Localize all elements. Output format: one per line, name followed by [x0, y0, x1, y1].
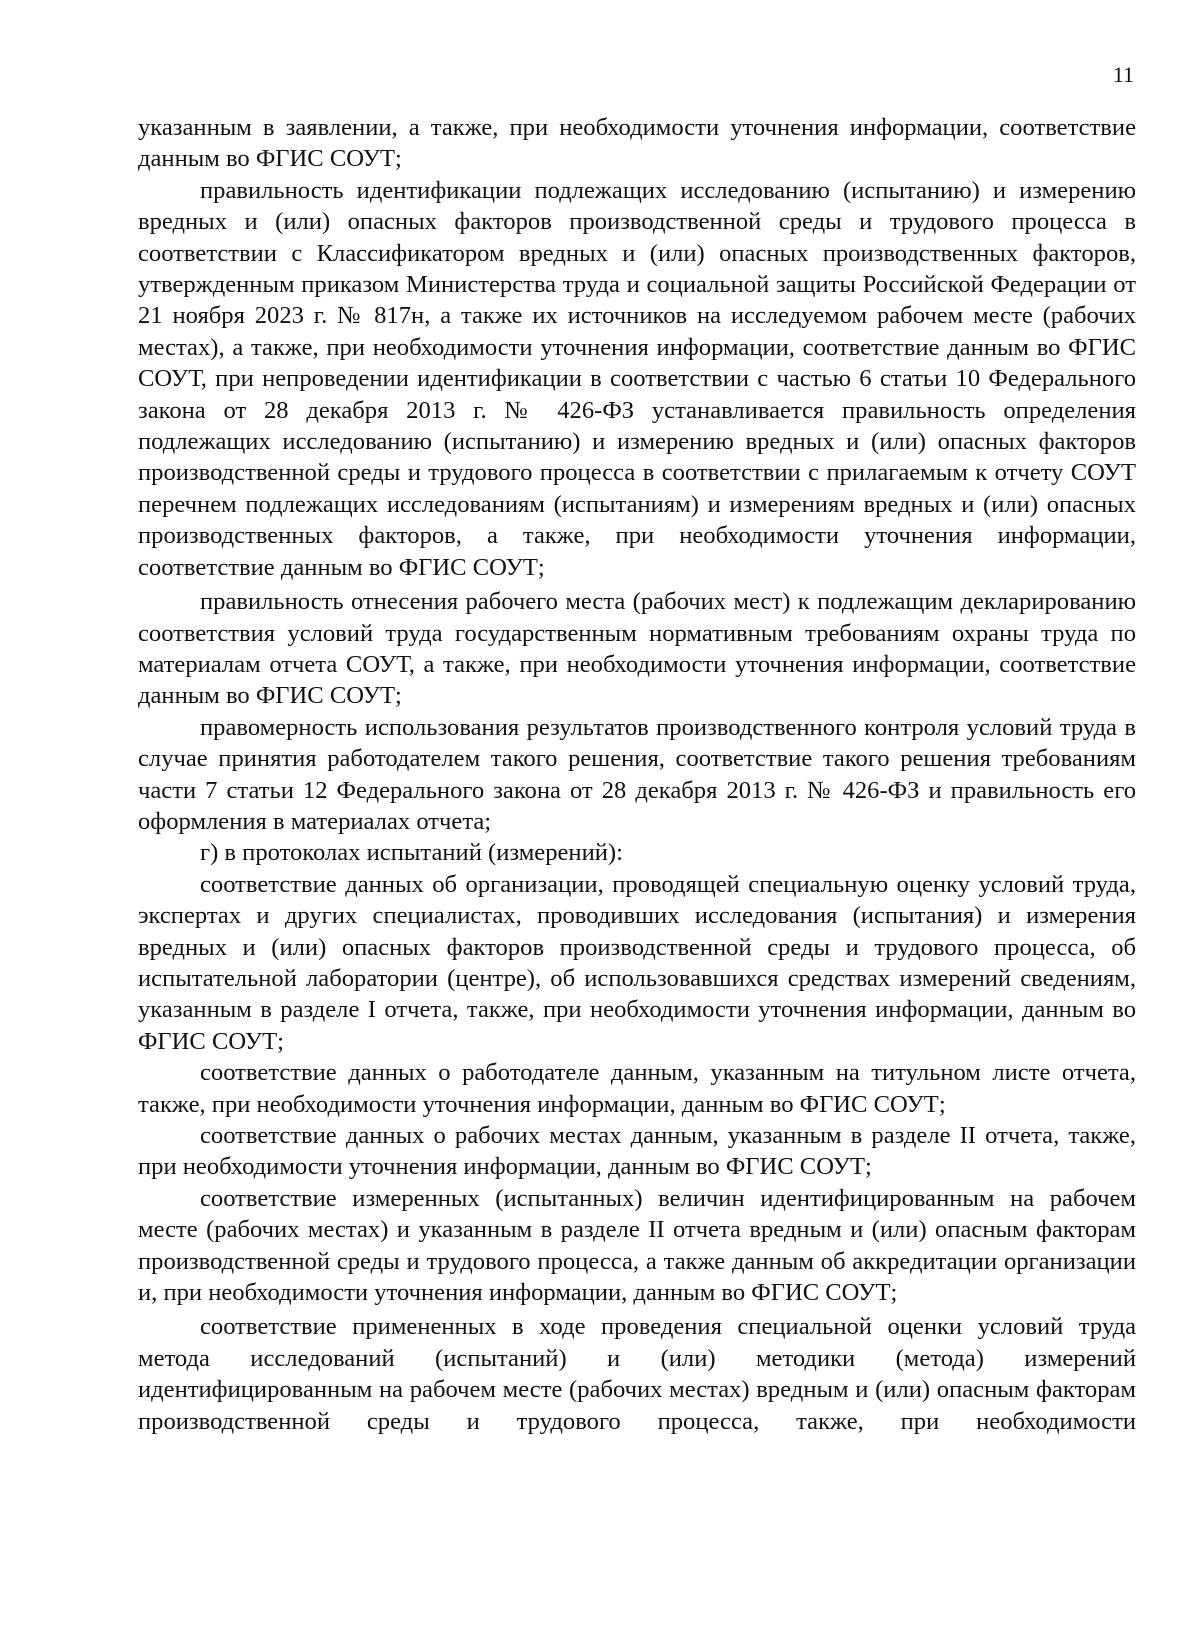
paragraph-measured-values: соответствие измеренных (испытанных) величин идентифицированным на рабочем месте (рабочих местах) и указанным в разделе II отчета вредным и (или) опасным факторам производственной среды и трудового процесса, а также данным об аккредитации организации и, при необходимости уточнения информации, данным во ФГИС СОУТ;	[138, 1184, 1136, 1307]
paragraph-organization-data: соответствие данных об организации, проводящей специальную оценку условий труда, экспертах и других специалистах, проводивших исследования (испытания) и измерения вредных и (или) опасных факторов производственной среды и трудового процесса, об испытательной лаборатории (центре), об использовавшихся средствах измерений сведениям, указанным в разделе I отчета, также, при необходимости уточнения информации, данным во ФГИС СОУТ;	[138, 870, 1136, 1055]
paragraph-continuation: указанным в заявлении, а также, при необходимости уточнения информации, соответствие данным во ФГИС СОУТ;	[138, 114, 1136, 173]
paragraph-item-g-heading: г) в протоколах испытаний (измерений):	[200, 839, 623, 867]
paragraph-workplace-data: соответствие данных о рабочих местах данным, указанным в разделе II отчета, также, при необходимости уточнения информации, данным во ФГИС СОУТ;	[138, 1122, 1136, 1181]
paragraph-declaration-correctness: правильность отнесения рабочего места (рабочих мест) к подлежащим декларированию соответствия условий труда государственным нормативным требованиям охраны труда по материалам отчета СОУТ, а также, при необходимости уточнения информации, соответствие данным во ФГИС СОУТ;	[138, 588, 1136, 710]
paragraph-identification-correctness: правильность идентификации подлежащих исследованию (испытанию) и измерению вредных и (или) опасных факторов производственной среды и трудового процесса в соответствии с Классификатором вредных и (или) опасных производственных факторов, утвержденным приказом Министерства труда и социальной защиты Российской Федерации от 21 ноября 2023 г. № 817н, а также их источников на исследуемом рабочем месте (рабочих местах), а также, при необходимости уточнения информации, соответствие данным во ФГИС СОУТ, при непроведении идентификации в соответствии с частью 6 статьи 10 Федерального закона от 28 декабря 2013 г. № 426-ФЗ устанавливается правильность определения подлежащих исследованию (испытанию) и измерению вредных и (или) опасных факторов производственной среды и трудового процесса в соответствии с прилагаемым к отчету СОУТ перечнем подлежащих исследованиям (испытаниям) и измерениям вредных и (или) опасных производственных факторов, а также, при необходимости уточнения информации, соответствие данным во ФГИС СОУТ;	[138, 176, 1136, 581]
paragraph-employer-data: соответствие данных о работодателе данным, указанным на титульном листе отчета, также, при необходимости уточнения информации, данным во ФГИС СОУТ;	[138, 1059, 1136, 1118]
document-body	[138, 112, 1136, 1437]
page-number: 11	[1112, 62, 1134, 87]
paragraph-production-control: правомерность использования результатов производственного контроля условий труда в случае принятия работодателем такого решения, соответствие такого решения требованиям части 7 статьи 12 Федерального закона от 28 декабря 2013 г. № 426-ФЗ и правильность его оформления в материалах отчета;	[138, 713, 1136, 835]
paragraph-methods-applied: соответствие примененных в ходе проведения специальной оценки условий труда метода исследований (испытаний) и (или) методики (метода) измерений идентифицированным на рабочем месте (рабочих местах) вредным и (или) опасным факторам производственной среды и трудового процесса, также, при необходимости	[138, 1313, 1136, 1435]
